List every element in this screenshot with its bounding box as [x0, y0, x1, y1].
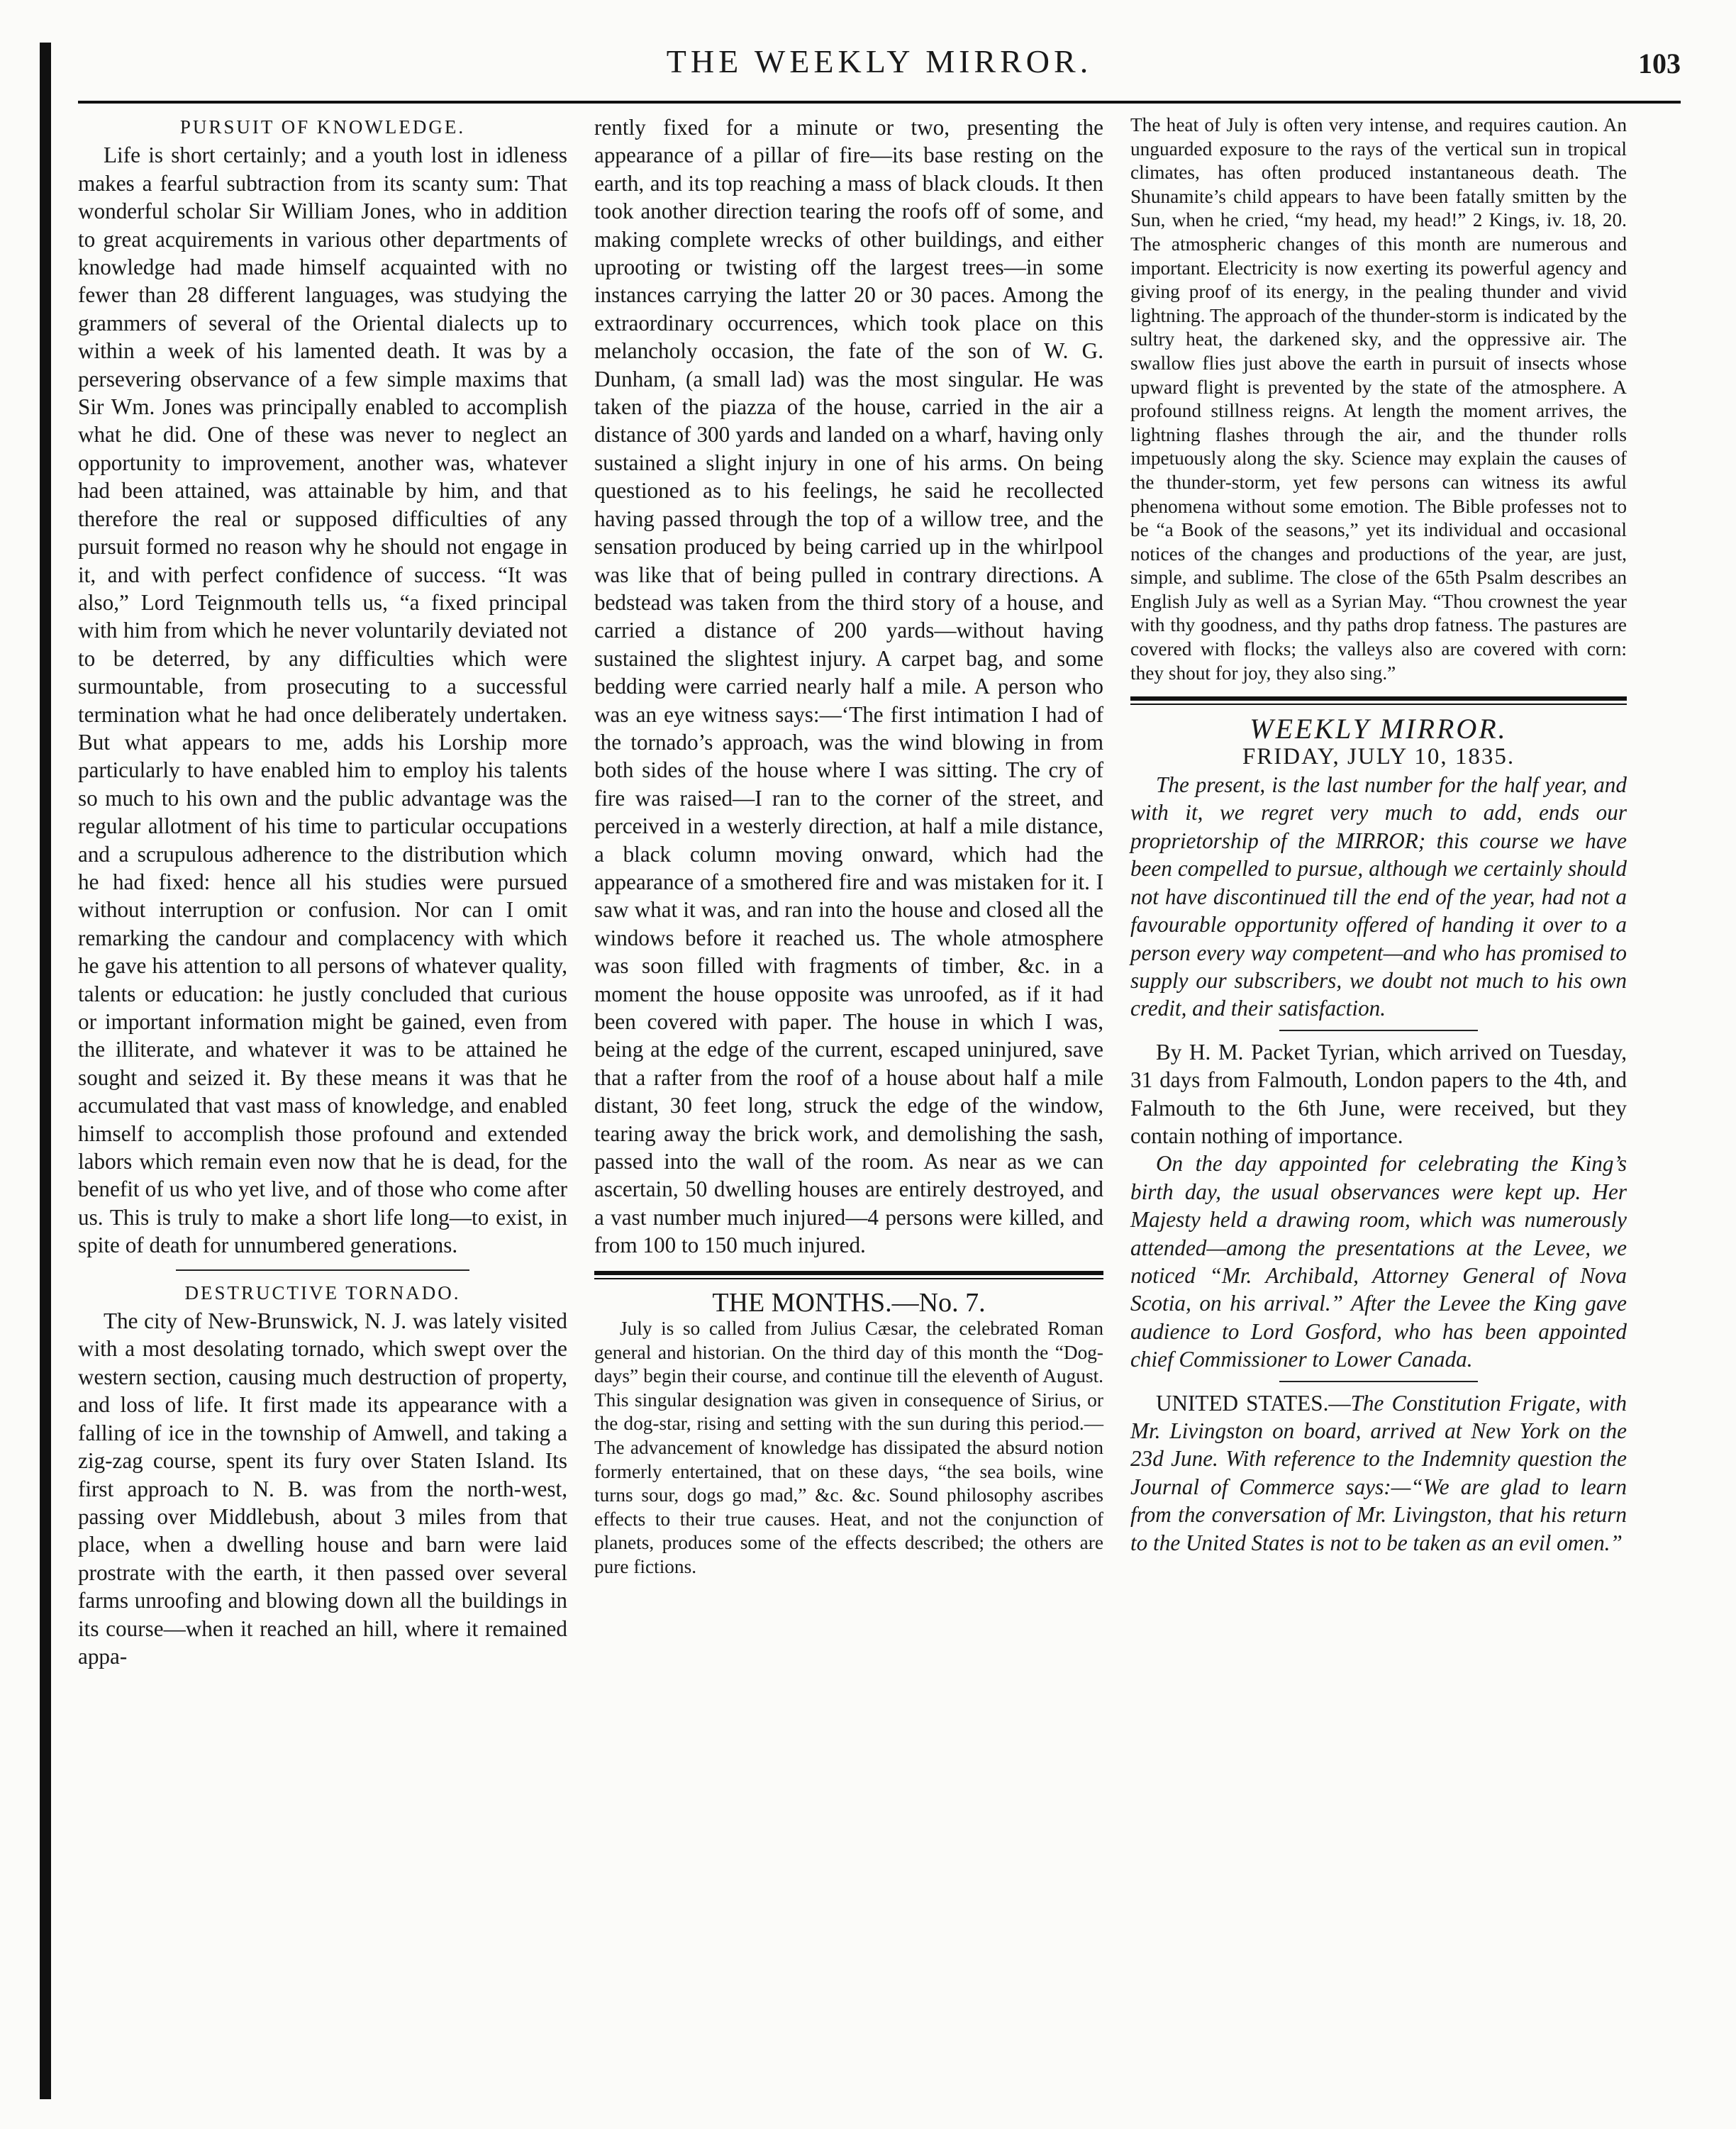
binding-edge — [40, 43, 51, 2099]
months-body-part1: July is so called from Julius Cæsar, the celebrated Roman general and historian. On the third day of this month the “Dog-days” begin their course, and continue till the eleventh of August. This singular designation was given in consequence of Sirius, or the dog-star, rising and setting with the sun during this period.—The advancement of knowledge has dissipated the absurd notion formerly entertained, that on these days, “the sea boils, wine turns sour, dogs go mad,” &c. &c. Sound philosophy ascribes effects to their true causes. Heat, and not the conjunction of planets, produces some of the effects described; the others are pure fictions. — [594, 1318, 1103, 1577]
editorial-masthead: WEEKLY MIRROR. — [1250, 713, 1508, 745]
kings-birthday-news: On the day appointed for celebrating the King’s birth day, the usual observances were kept up. Her Majesty held a drawing room, which was numerously attended—among the presentations at the Levee, we noticed “Mr. Archibald, Attorney General of Nova Scotia, on his arrival.” After the Levee the King gave audience to Lord Gosford, who has been appointed chief Commissioner to Lower Canada. — [1130, 1151, 1627, 1372]
editorial-dateline: FRIDAY, JULY 10, 1835. — [1242, 743, 1515, 769]
column-3 — [1130, 113, 1627, 1557]
us-news — [1130, 1389, 1627, 1557]
running-head — [78, 37, 1681, 94]
notice-divider — [1279, 1030, 1478, 1031]
masthead-rule — [1130, 696, 1627, 705]
page-number: 103 — [1638, 48, 1681, 79]
tornado-body-part2: rently fixed for a minute or two, presenting the appearance of a pillar of fire—its base resting on the earth, and its top reaching a mass of black clouds. It then took another direction tearing the roofs off of some, and making complete wrecks of other buildings, and either uprooting or twisting off the largest trees—in some instances carrying the latter 20 or 30 paces. Among the extraordinary occurrences, which took place on this melancholy occasion, the fate of the son of W. G. Dunham, (a small lad) was the most singular. He was taken of the piazza of the house, carried in the air a distance of 300 yards and landed on a wharf, having only sustained a slight injury in one of his arms. On being questioned as to his feelings, he said he recollected having passed through the top of a willow tree, and the sensation produced by being carried up in the whirlpool was like that of being pulled in contrary directions. A bedstead was taken from the third story of a house, and carried a distance of 200 yards—without having sustained the slightest injury. A carpet bag, and some bedding were carried nearly half a mile. A person who was an eye witness says:—‘The first intimation I had of the tornado’s approach, was the wind blowing in from both sides of the house where I was sitting. The cry of fire was raised—I ran to the corner of the street, and perceived in a westerly direction, at half a mile distance, a black column moving onward, which had the appearance of a smothered fire and was mistaken for it. I saw what it was, and ran into the house and closed all the windows before it reached us. The whole atmosphere was soon filled with fragments of timber, &c. in a moment the house opposite was unroofed, as if it had been covered with paper. The house in which I was, being at the edge of the current, escaped uninjured, save that a rafter from the roof of a house about half a mile distant, 30 feet long, struck the edge of the window, tearing away the brick work, and demolishing the sash, passed into the wall of the room. As near as we can ascertain, 50 dwelling houses are entirely destroyed, and a vast number much injured—4 persons were killed, and from 100 to 150 much injured. — [594, 115, 1103, 1258]
tornado-heading: DESTRUCTIVE TORNADO. — [184, 1282, 461, 1303]
news-divider — [1279, 1381, 1478, 1382]
editorial-notice: The present, is the last number for the half year, and with it, we regret very much to add, ends our proprietorship of the MIRROR; this course we have been compelled to pursue, although we certainly should not have discontinued till the end of the year, had not a favourable opportunity offered of handing it over to a person every way competent—and who has promised to supply our subscribers, we doubt not much to his own credit, and their satisfaction. — [1130, 772, 1627, 1021]
us-news-body: The Constitution Frigate, with Mr. Livingston on board, arrived at New York on the 23d June. With reference to the Indemnity question the Journal of Commerce says:—“We are glad to learn from the conversation of Mr. Livingston, that his return to the United States is not to be taken as an evil omen.” — [1130, 1390, 1627, 1555]
newspaper-title: THE WEEKLY MIRROR. — [666, 43, 1093, 79]
pursuit-body: Life is short certainly; and a youth lost in idleness makes a fearful subtraction from its scanty sum: That wonderful scholar Sir William Jones, who in addition to great acquirements in various other departments of knowledge had made himself acquainted with no fewer than 28 different languages, was studying the grammers of several of the Oriental dialects up to within a week of his lamented death. It was by a persevering observance of a few simple maxims that Sir Wm. Jones was principally enabled to accomplish what he did. One of these was never to neglect an opportunity to improvement, another was, whatever had been attained, was attainable by him, and that therefore the real or supposed difficulties of any pursuit formed no reason why he should not engage in it, and with perfect confidence of success. “It was also,” Lord Teignmouth tells us, “a fixed principal with him from which he never voluntarily deviated not to be deterred, by any difficulties which were surmountable, from prosecuting to a successful termination what he had once deliberately undertaken. But what appears to me, adds his Lorship more particularly to have enabled him to employ his talents so much to his own and the public advantage was the regular allotment of his time to particular occupations and a scrupulous adherence to the distribution which he had fixed: hence all his studies were pursued without interruption or confusion. Nor can I omit remarking the candour and complacency with which he gave his attention to all persons of whatever quality, talents or education: he justly concluded that curious or important information might be gained, even from the illiterate, and whatever it was to be attained he sought and seized it. By these means it was that he accumulated that vast mass of knowledge, and enabled himself to accomplish those profound and extended labors which remain even now that he is dead, for the benefit of us who yet live, and of those who come after us. This is truly to make a short life long—to exist, in spite of death for unnumbered generations. — [78, 143, 567, 1258]
months-body-part2: The heat of July is often very intense, and requires caution. An unguarded exposure to the rays of the vertical sun in tropical climates, has often produced instantaneous death. The Shunamite’s child appears to have been fatally smitten by the Sun, when he cried, “my head, my head!” 2 Kings, iv. 18, 20. The atmospheric changes of this month are numerous and important. Electricity is now exerting its powerful agency and giving proof of its energy, in the pealing thunder and vivid lightning. The approach of the thunder-storm is indicated by the sultry heat, the darkened sky, and the oppressive air. The swallow flies just above the earth in pursuit of insects whose upward flight is prevented by the state of the atmosphere. A profound stillness reigns. At length the moment arrives, the lightning flashes through the air, and the thunder rolls impetuously along the sky. Science may explain the causes of the thunder-storm, yet few persons can witness its awful phenomena without some emotion. The Bible professes not to be “a Book of the seasons,” yet its individual and occasional notices of the changes and productions of the year, are just, simple, and sublime. The close of the 65th Psalm describes an English July as well as a Syrian May. “Thou crownest the year with thy goodness, and thy paths drop fatness. The pastures are covered with flocks; the valleys also are covered with corn: they shout for joy, they also sing.” — [1130, 114, 1627, 684]
tornado-body-part1: The city of New-Brunswick, N. J. was lately visited with a most desolating tornado, which swept over the western section, causing much destruction of property, and loss of life. It first made its appearance with a falling of ice in the township of Amwell, and taking a zig-zag course, spent its fury over Staten Island. Its first approach to N. B. was from the north-west, passing over Middlebush, about 3 miles from that place, when a dwelling house and barn were laid prostrate with the earth, it then passed over several farms unroofing and blowing down all the buildings in its course—when it reached an hill, where it remained appa- — [78, 1308, 567, 1669]
section-divider-double — [594, 1271, 1103, 1279]
column-1 — [78, 113, 567, 1670]
pursuit-heading: PURSUIT OF KNOWLEDGE. — [179, 116, 466, 138]
packet-news: By H. M. Packet Tyrian, which arrived on Tuesday, 31 days from Falmouth, London papers to the 4th, and Falmouth to the 6th June, were received, but they contain nothing of importance. — [1130, 1039, 1627, 1148]
header-rule — [78, 101, 1681, 104]
months-heading: THE MONTHS.—No. 7. — [712, 1287, 986, 1318]
us-news-lead: UNITED STATES.— — [1156, 1390, 1351, 1416]
section-divider — [176, 1269, 469, 1271]
column-2 — [594, 113, 1103, 1579]
